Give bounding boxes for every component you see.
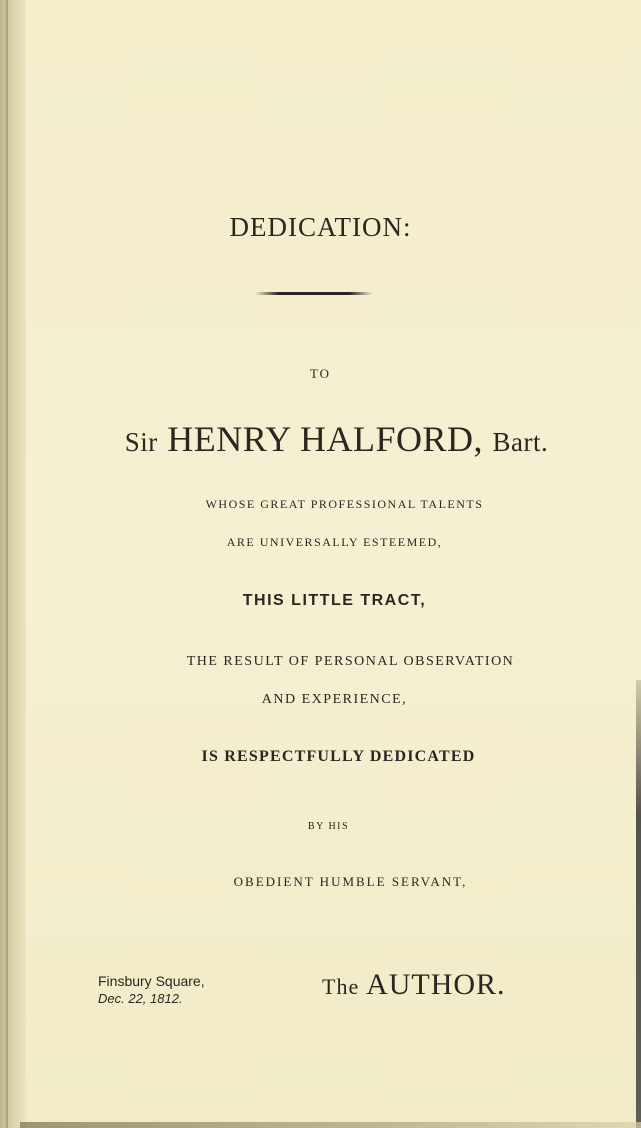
signature-place-line: Finsbury Square,: [98, 973, 205, 989]
page-bottom-edge: [20, 1122, 641, 1128]
signature-date: Dec. 22, 1812.: [98, 991, 183, 1006]
name-prefix: Sir: [124, 427, 158, 457]
name-suffix: Bart.: [492, 427, 549, 457]
author-prefix: The: [322, 974, 360, 999]
signature-author: [322, 968, 506, 1002]
dedication-heading: DEDICATION:: [229, 212, 412, 242]
dedication-line-1: WHOSE GREAT PROFESSIONAL TALENTS: [205, 497, 484, 511]
dedication-line-7: BY HIS: [307, 821, 350, 832]
author-main: AUTHOR.: [366, 968, 506, 1001]
page-gutter: [0, 0, 26, 1128]
dedication-line-8: OBEDIENT HUMBLE SERVANT,: [233, 874, 468, 889]
signature-place: [98, 972, 205, 1008]
dedication-line-4: THE RESULT OF PERSONAL OBSERVATION: [186, 654, 515, 669]
dedicatee-name: [0, 418, 641, 460]
binding-line: [6, 0, 8, 1128]
decorative-rule: [255, 292, 373, 295]
dedication-line-3: THIS LITTLE TRACT,: [242, 592, 427, 609]
to-line: TO: [309, 366, 332, 381]
dedication-line-2: ARE UNIVERSALLY ESTEEMED,: [226, 535, 443, 549]
name-main: HENRY HALFORD,: [167, 419, 483, 459]
dedication-line-6: IS RESPECTFULLY DEDICATED: [201, 748, 476, 765]
dedication-line-5: AND EXPERIENCE,: [261, 692, 408, 707]
